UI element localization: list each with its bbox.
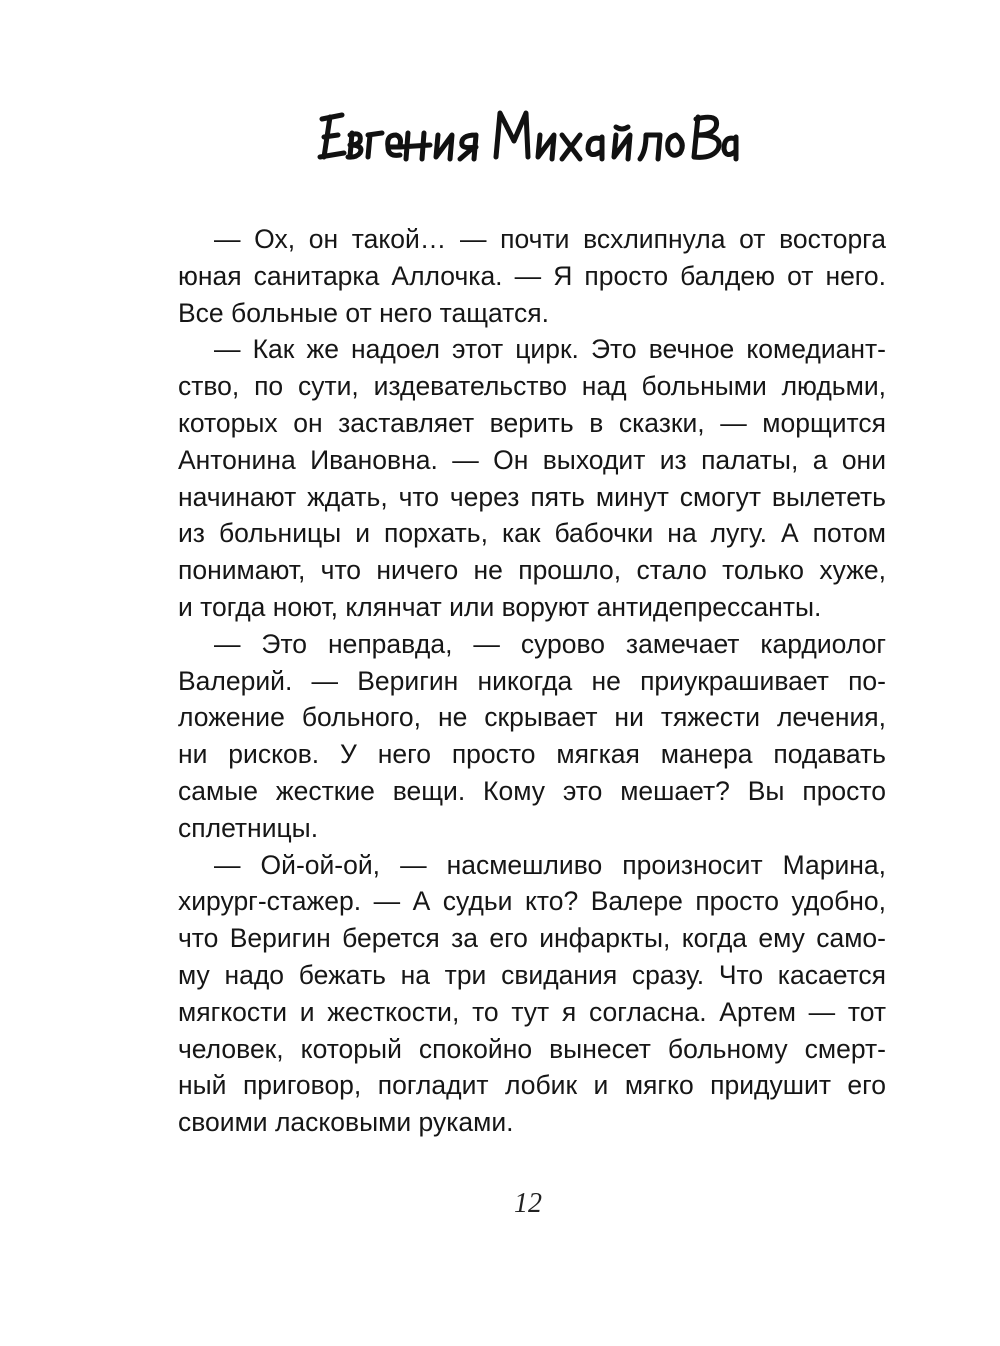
text-line: — Как же надоел этот цирк. Это вечное комедиант- (214, 334, 886, 365)
author-name-handwritten (300, 95, 740, 175)
main-text (178, 221, 886, 1141)
text-line: понимают, что ничего не прошло, стало только хуже, (178, 555, 886, 586)
text-line: мягкости и жесткости, то тут я согласна. Артем — тот (178, 996, 886, 1027)
text-line: Антонина Ивановна. — Он выходит из палаты, а они (178, 444, 886, 475)
text-line: которых он заставляет верить в сказки, — морщится (178, 407, 886, 438)
text-line: хирург-стажер. — А судьи кто? Валере просто удобно, (178, 886, 886, 917)
text-line: человек, который спокойно вынесет больному смерт- (178, 1033, 886, 1064)
text-line: ложение больного, не скрывает ни тяжести лечения, (178, 702, 886, 733)
text-line: из больницы и порхать, как бабочки на лугу. А потом (178, 518, 886, 549)
text-line: ство, по сути, издевательство над больными людьми, (178, 371, 886, 402)
text-line: ный приговор, погладит лобик и мягко придушит его (178, 1070, 886, 1101)
text-line: юная санитарка Аллочка. — Я просто балдею от него. (178, 260, 886, 291)
text-line: и тогда ноют, клянчат или воруют антидепрессанты. (178, 591, 822, 622)
text-line: Валерий. — Веригин никогда не приукрашивает по- (178, 665, 886, 696)
text-line: — Ой-ой-ой, — насмешливо произносит Марина, (214, 849, 886, 880)
author-signature-graphic (300, 95, 740, 175)
text-line: — Это неправда, — сурово замечает кардиолог (214, 628, 886, 659)
text-line: сплетницы. (178, 812, 319, 843)
page-number: 12 (514, 1188, 542, 1219)
text-line: ни рисков. У него просто мягкая манера подавать (178, 739, 886, 770)
text-line: Все больные от него тащатся. (178, 297, 549, 328)
text-line: му надо бежать на три свидания сразу. Что касается (178, 959, 886, 990)
text-line: своими ласковыми руками. (178, 1107, 514, 1138)
text-line: — Ох, он такой… — почти всхлипнула от восторга (214, 224, 886, 254)
text-line: начинают ждать, что через пять минут смогут вылететь (178, 481, 886, 512)
text-line: что Веригин берется за его инфаркты, когда ему само- (178, 923, 886, 954)
text-line: самые жесткие вещи. Кому это мешает? Вы просто (178, 775, 886, 806)
